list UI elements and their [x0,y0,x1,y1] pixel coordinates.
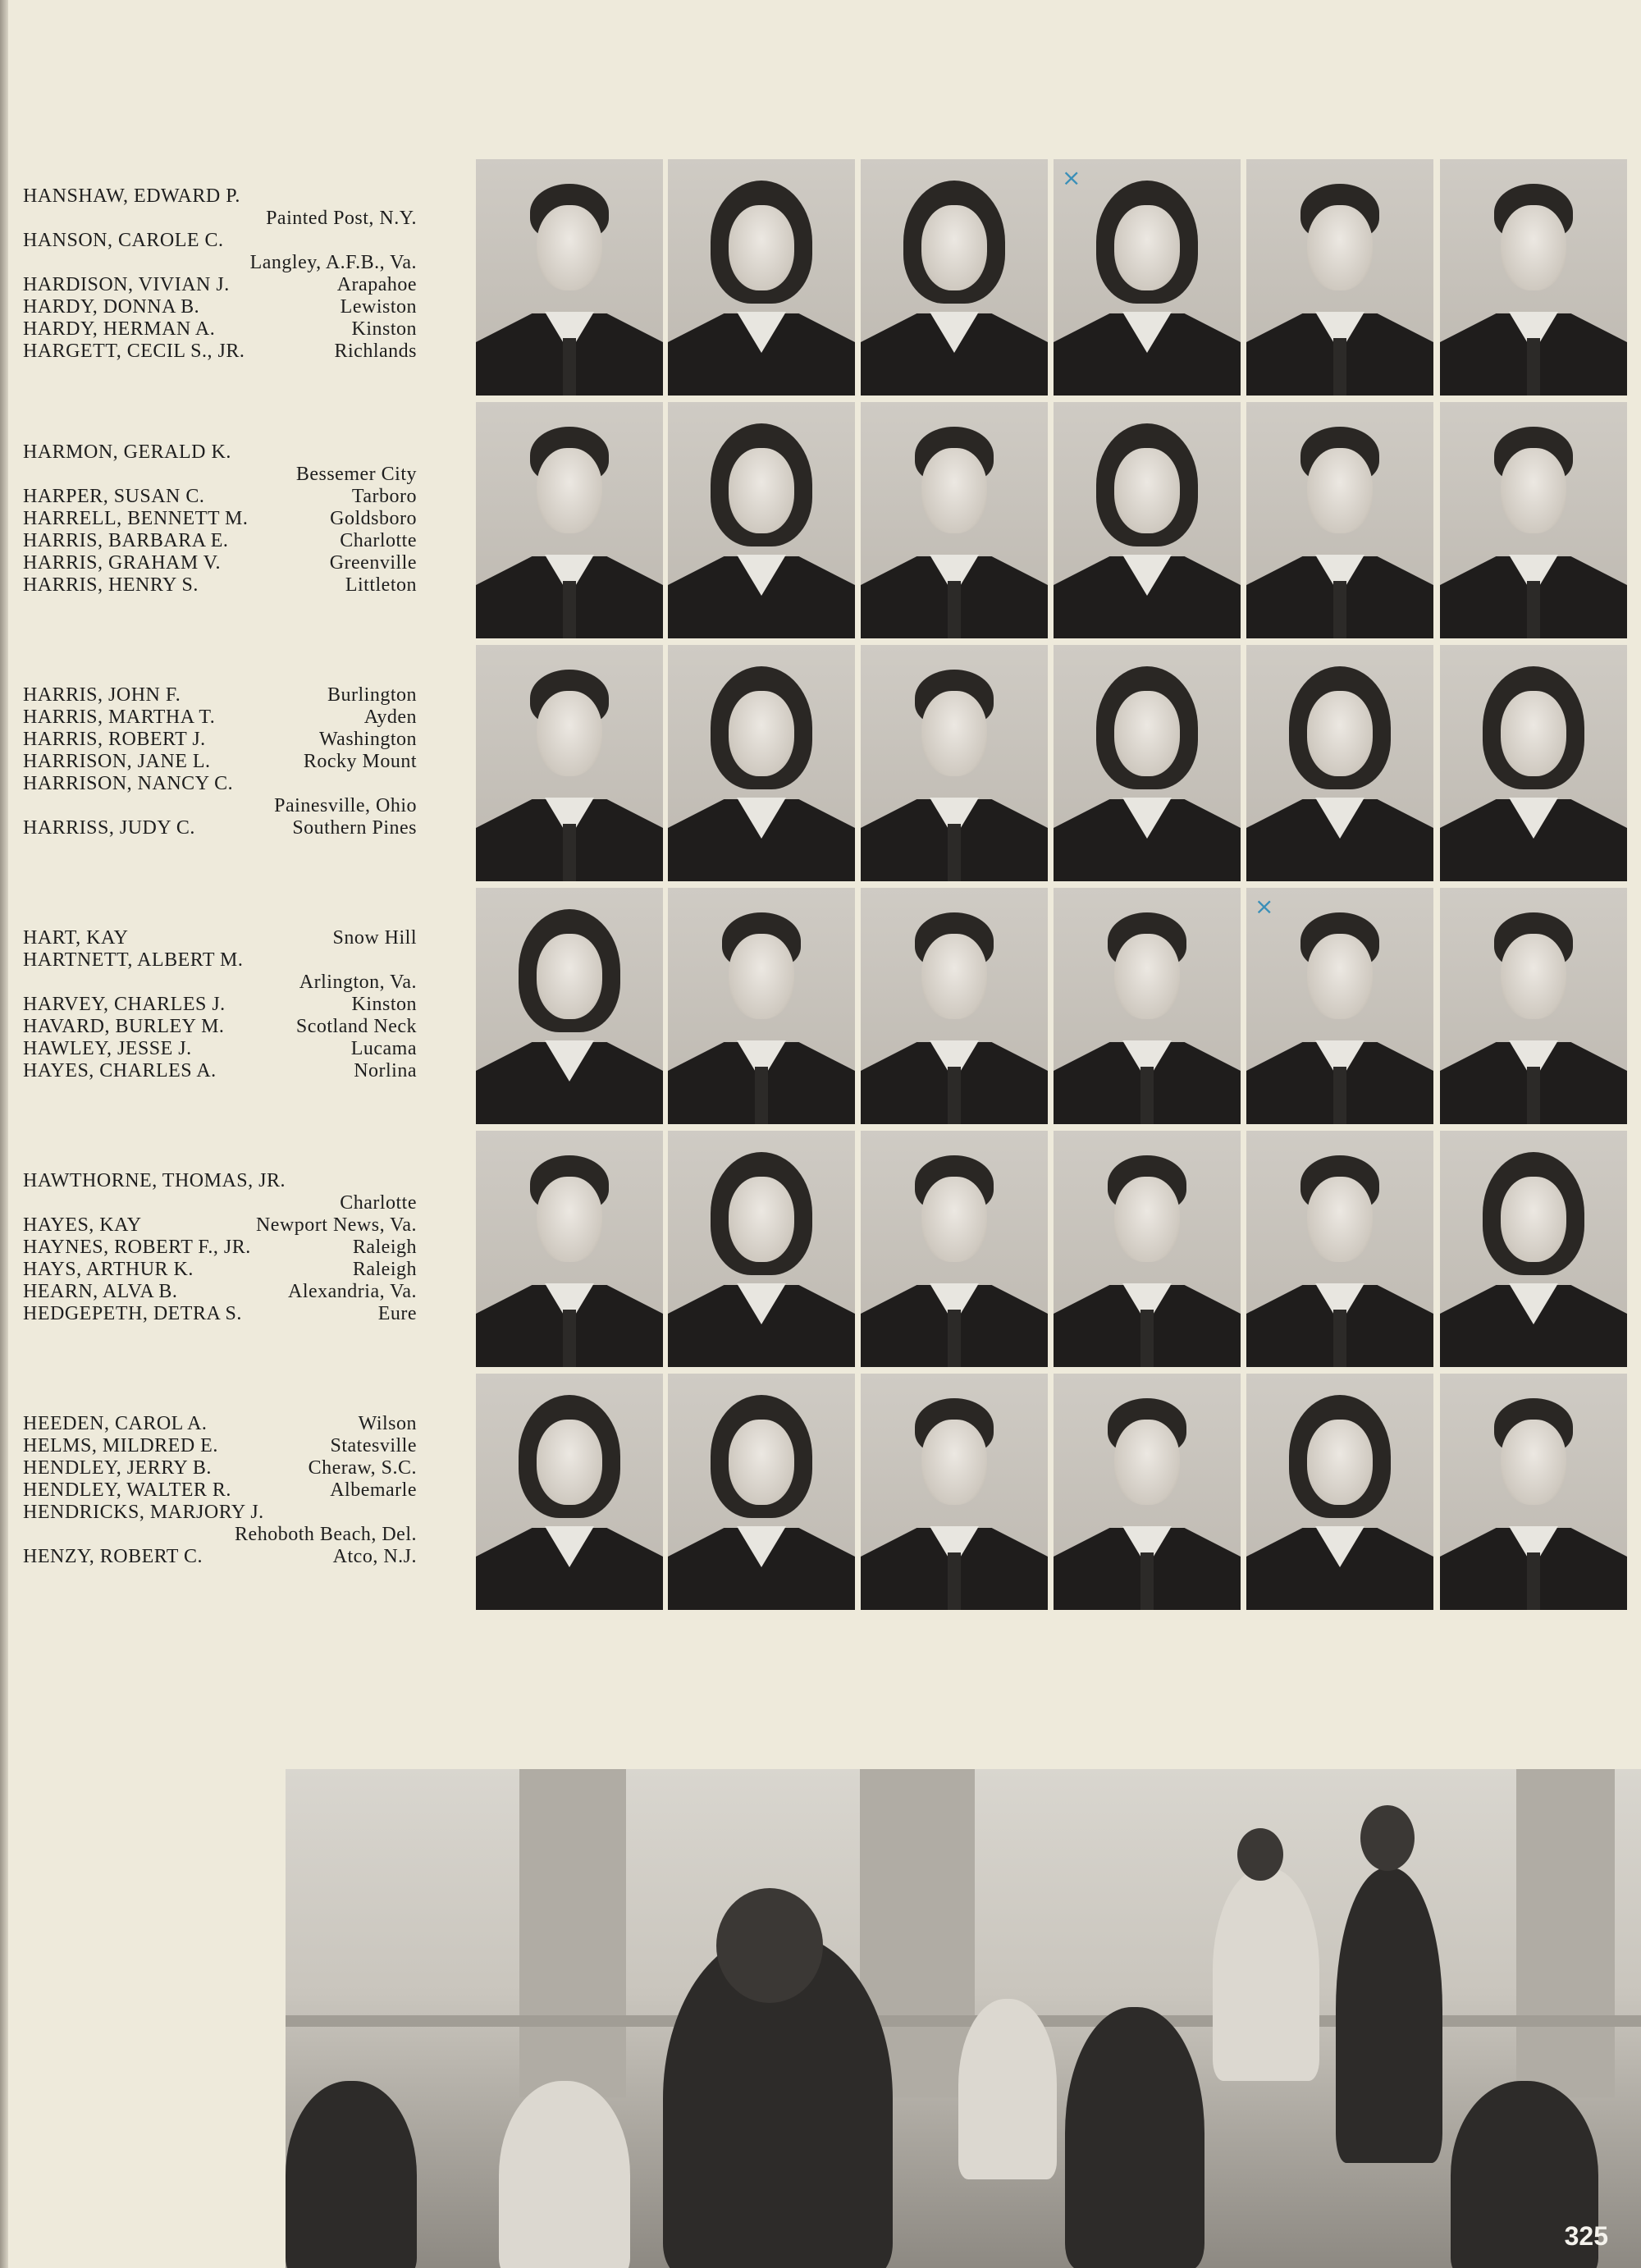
student-name: HARRIS, ROBERT J. [23,729,206,750]
student-portrait [668,402,855,638]
hometown: Albemarle [330,1479,417,1501]
name-entry [23,296,417,318]
student-name: HARRIS, BARBARA E. [23,530,229,551]
student-name: HANSON, CAROLE C. [23,230,224,251]
name-entry [23,949,417,972]
name-entry [23,552,417,574]
name-entry [23,1214,417,1237]
portrait-face [729,934,794,1019]
student-name: HEDGEPETH, DETRA S. [23,1303,242,1324]
student-name: HARRELL, BENNETT M. [23,508,249,529]
hometown: Painesville, Ohio [274,795,417,816]
portrait-face [1501,448,1566,533]
portrait-tie [948,824,961,881]
portrait-tie [755,1067,768,1124]
portrait-face [1501,1177,1566,1262]
student-name: HAYES, KAY [23,1214,142,1236]
name-entry [23,574,417,597]
name-entry [23,1016,417,1038]
pen-mark-icon: × [1062,164,1081,191]
portrait-tie [1140,1310,1154,1367]
standing-woman-head [716,1888,823,2003]
portrait-face [921,205,987,290]
hometown: Littleton [345,574,417,596]
portrait-face [729,1420,794,1505]
student-portrait [1246,402,1433,638]
portrait-face [1307,1420,1373,1505]
portrait-face [1114,448,1180,533]
hometown: Tarboro [351,486,417,507]
portrait-face [1501,1420,1566,1505]
name-entry [23,1479,417,1502]
hometown: Scotland Neck [295,1016,417,1037]
student-name: HARRISON, NANCY C. [23,773,234,794]
portrait-tie [1333,1067,1346,1124]
name-entry [23,1038,417,1060]
student-portrait [668,645,855,881]
name-list-column [0,0,459,1625]
name-entry [23,230,417,252]
student-portrait [1440,159,1627,396]
portrait-face [1307,205,1373,290]
student-name: HARPER, SUSAN C. [23,486,205,507]
portrait-face [729,448,794,533]
student-portrait [1054,1374,1241,1610]
hometown: Statesville [330,1435,417,1456]
portrait-tie [1333,338,1346,396]
hometown: Burlington [327,684,417,706]
portrait-tie [1333,581,1346,638]
name-entry [23,274,417,296]
student-name: HARDY, DONNA B. [23,296,200,318]
student-name: HARRIS, MARTHA T. [23,706,216,728]
hometown: Raleigh [352,1259,417,1280]
hometown: Arapahoe [336,274,417,295]
portrait-face [921,1420,987,1505]
student-name: HANSHAW, EDWARD P. [23,185,240,207]
student-portrait [476,645,663,881]
portrait-face [1307,934,1373,1019]
student-name: HENZY, ROBERT C. [23,1546,203,1567]
student-portrait [1246,1131,1433,1367]
name-entry [23,927,417,949]
student-portrait [668,1131,855,1367]
student-name: HENDLEY, JERRY B. [23,1457,212,1479]
student-name: HEEDEN, CAROL A. [23,1413,208,1434]
student-portrait [1246,888,1433,1124]
portrait-face [537,1177,602,1262]
student-name: HAVARD, BURLEY M. [23,1016,225,1037]
portrait-face [537,691,602,776]
name-group-2 [23,441,417,597]
student-name: HARRISON, JANE L. [23,751,211,772]
hometown: Rehoboth Beach, Del. [235,1524,417,1545]
name-entry [23,1546,417,1568]
student-name: HELMS, MILDRED E. [23,1435,218,1456]
portrait-tie [948,1552,961,1610]
hometown: Raleigh [352,1237,417,1258]
portrait-face [729,205,794,290]
student-name: HARVEY, CHARLES J. [23,994,226,1015]
name-entry [23,773,417,795]
name-entry [23,729,417,751]
photo-column [1516,1769,1615,2097]
portrait-face [921,691,987,776]
hometown: Langley, A.F.B., Va. [249,252,417,273]
portrait-face [1307,448,1373,533]
student-portrait [1246,159,1433,396]
student-name: HAYS, ARTHUR K. [23,1259,194,1280]
student-name: HAYNES, ROBERT F., JR. [23,1237,251,1258]
name-entry [23,486,417,508]
portrait-tie [1333,1310,1346,1367]
name-entry [23,1502,417,1524]
student-name: HAYES, CHARLES A. [23,1060,217,1081]
portrait-face [537,205,602,290]
name-entry [23,1457,417,1479]
portrait-face [537,448,602,533]
student-portrait [476,1131,663,1367]
student-portrait [861,645,1048,881]
hometown: Newport News, Va. [255,1214,417,1236]
student-portrait [476,159,663,396]
hometown: Kinston [351,318,417,340]
portrait-tie [1140,1067,1154,1124]
hometown: Kinston [351,994,417,1015]
name-entry [23,817,417,839]
hometown: Bessemer City [295,464,417,485]
portrait-face [537,934,602,1019]
portrait-face [1114,205,1180,290]
hometown: Arlington, Va. [299,972,417,993]
seated-student-figure [286,2081,417,2268]
portrait-face [921,1177,987,1262]
hometown: Eure [377,1303,417,1324]
portrait-face [729,1177,794,1262]
student-portrait [1054,159,1241,396]
hometown: Richlands [334,341,417,362]
portrait-tie [563,338,576,396]
name-entry [23,441,417,464]
student-portrait [1054,402,1241,638]
student-portrait [861,159,1048,396]
hometown: Atco, N.J. [332,1546,417,1567]
name-entry [23,1170,417,1192]
name-entry [23,1281,417,1303]
name-entry [23,185,417,208]
student-name: HARGETT, CECIL S., JR. [23,341,245,362]
student-portrait [1440,1374,1627,1610]
hometown: Lucama [350,1038,417,1059]
seated-student-figure [499,2081,630,2268]
student-portrait [1054,1131,1241,1367]
student-portrait [1054,888,1241,1124]
name-entry [23,1259,417,1281]
portrait-tie [948,581,961,638]
candid-classroom-photo [286,1769,1641,2268]
student-portrait [1440,645,1627,881]
student-portrait [1440,888,1627,1124]
portrait-face [1501,691,1566,776]
name-group-6 [23,1413,417,1568]
portrait-grid [476,159,1633,1613]
hometown: Ayden [363,706,417,728]
portrait-tie [563,1310,576,1367]
student-portrait [861,1374,1048,1610]
hometown: Painted Post, N.Y. [266,208,417,229]
student-name: HEARN, ALVA B. [23,1281,178,1302]
student-name: HAWTHORNE, THOMAS, JR. [23,1170,286,1191]
portrait-tie [1527,1067,1540,1124]
standing-man-figure [1336,1868,1442,2163]
name-entry [23,1060,417,1082]
student-portrait [1440,1131,1627,1367]
portrait-tie [1527,338,1540,396]
name-entry [23,706,417,729]
name-group-4 [23,927,417,1082]
name-group-1 [23,185,417,363]
student-name: HENDRICKS, MARJORY J. [23,1502,264,1523]
student-name: HARRIS, HENRY S. [23,574,199,596]
student-name: HARRIS, JOHN F. [23,684,181,706]
portrait-tie [948,1067,961,1124]
page-number: 325 [1564,2221,1608,2251]
student-name: HART, KAY [23,927,129,949]
student-portrait [861,888,1048,1124]
student-portrait [861,402,1048,638]
hometown: Charlotte [340,530,417,551]
portrait-tie [1527,1552,1540,1610]
hometown: Alexandria, Va. [287,1281,417,1302]
name-entry [23,508,417,530]
portrait-face [537,1420,602,1505]
hometown: Greenville [329,552,417,574]
student-portrait [1440,402,1627,638]
name-group-3 [23,684,417,839]
pen-mark-icon: × [1255,893,1274,920]
portrait-face [1114,1177,1180,1262]
student-portrait [668,888,855,1124]
portrait-face [921,448,987,533]
name-entry [23,994,417,1016]
seated-student-figure [1065,2007,1204,2268]
name-entry [23,341,417,363]
student-name: HARTNETT, ALBERT M. [23,949,244,971]
student-portrait [476,888,663,1124]
portrait-face [1114,934,1180,1019]
hometown: Snow Hill [332,927,417,949]
name-entry [23,751,417,773]
hometown: Charlotte [340,1192,417,1214]
name-entry [23,1303,417,1325]
portrait-face [1114,691,1180,776]
portrait-tie [948,1310,961,1367]
student-portrait [1054,645,1241,881]
hometown: Goldsboro [330,508,417,529]
student-portrait [1246,1374,1433,1610]
student-figure [1213,1868,1319,2081]
name-entry [23,530,417,552]
portrait-tie [1527,581,1540,638]
student-name: HARRISS, JUDY C. [23,817,195,839]
seated-student-figure [958,1999,1057,2179]
hometown: Southern Pines [292,817,417,839]
student-name: HENDLEY, WALTER R. [23,1479,231,1501]
hometown: Norlina [354,1060,417,1081]
portrait-face [1307,1177,1373,1262]
hometown: Washington [318,729,417,750]
portrait-face [729,691,794,776]
portrait-tie [563,824,576,881]
student-portrait [476,1374,663,1610]
student-name: HARMON, GERALD K. [23,441,231,463]
student-name: HARDISON, VIVIAN J. [23,274,230,295]
student-portrait [476,402,663,638]
portrait-face [1307,691,1373,776]
standing-man-head [1360,1805,1415,1871]
portrait-face [1501,934,1566,1019]
name-group-5 [23,1170,417,1325]
student-name: HARRIS, GRAHAM V. [23,552,221,574]
student-portrait [668,159,855,396]
portrait-tie [563,581,576,638]
student-portrait [861,1131,1048,1367]
portrait-tie [1140,1552,1154,1610]
name-entry [23,1237,417,1259]
photo-column [519,1769,626,2097]
hometown: Rocky Mount [303,751,417,772]
portrait-face [1501,205,1566,290]
hometown: Lewiston [340,296,417,318]
portrait-face [1114,1420,1180,1505]
student-head [1237,1828,1283,1881]
name-entry [23,1435,417,1457]
hometown: Wilson [358,1413,417,1434]
student-name: HARDY, HERMAN A. [23,318,216,340]
portrait-face [921,934,987,1019]
hometown: Cheraw, S.C. [308,1457,417,1479]
name-entry [23,1413,417,1435]
student-portrait [668,1374,855,1610]
student-portrait [1246,645,1433,881]
name-entry [23,318,417,341]
student-name: HAWLEY, JESSE J. [23,1038,192,1059]
name-entry [23,684,417,706]
